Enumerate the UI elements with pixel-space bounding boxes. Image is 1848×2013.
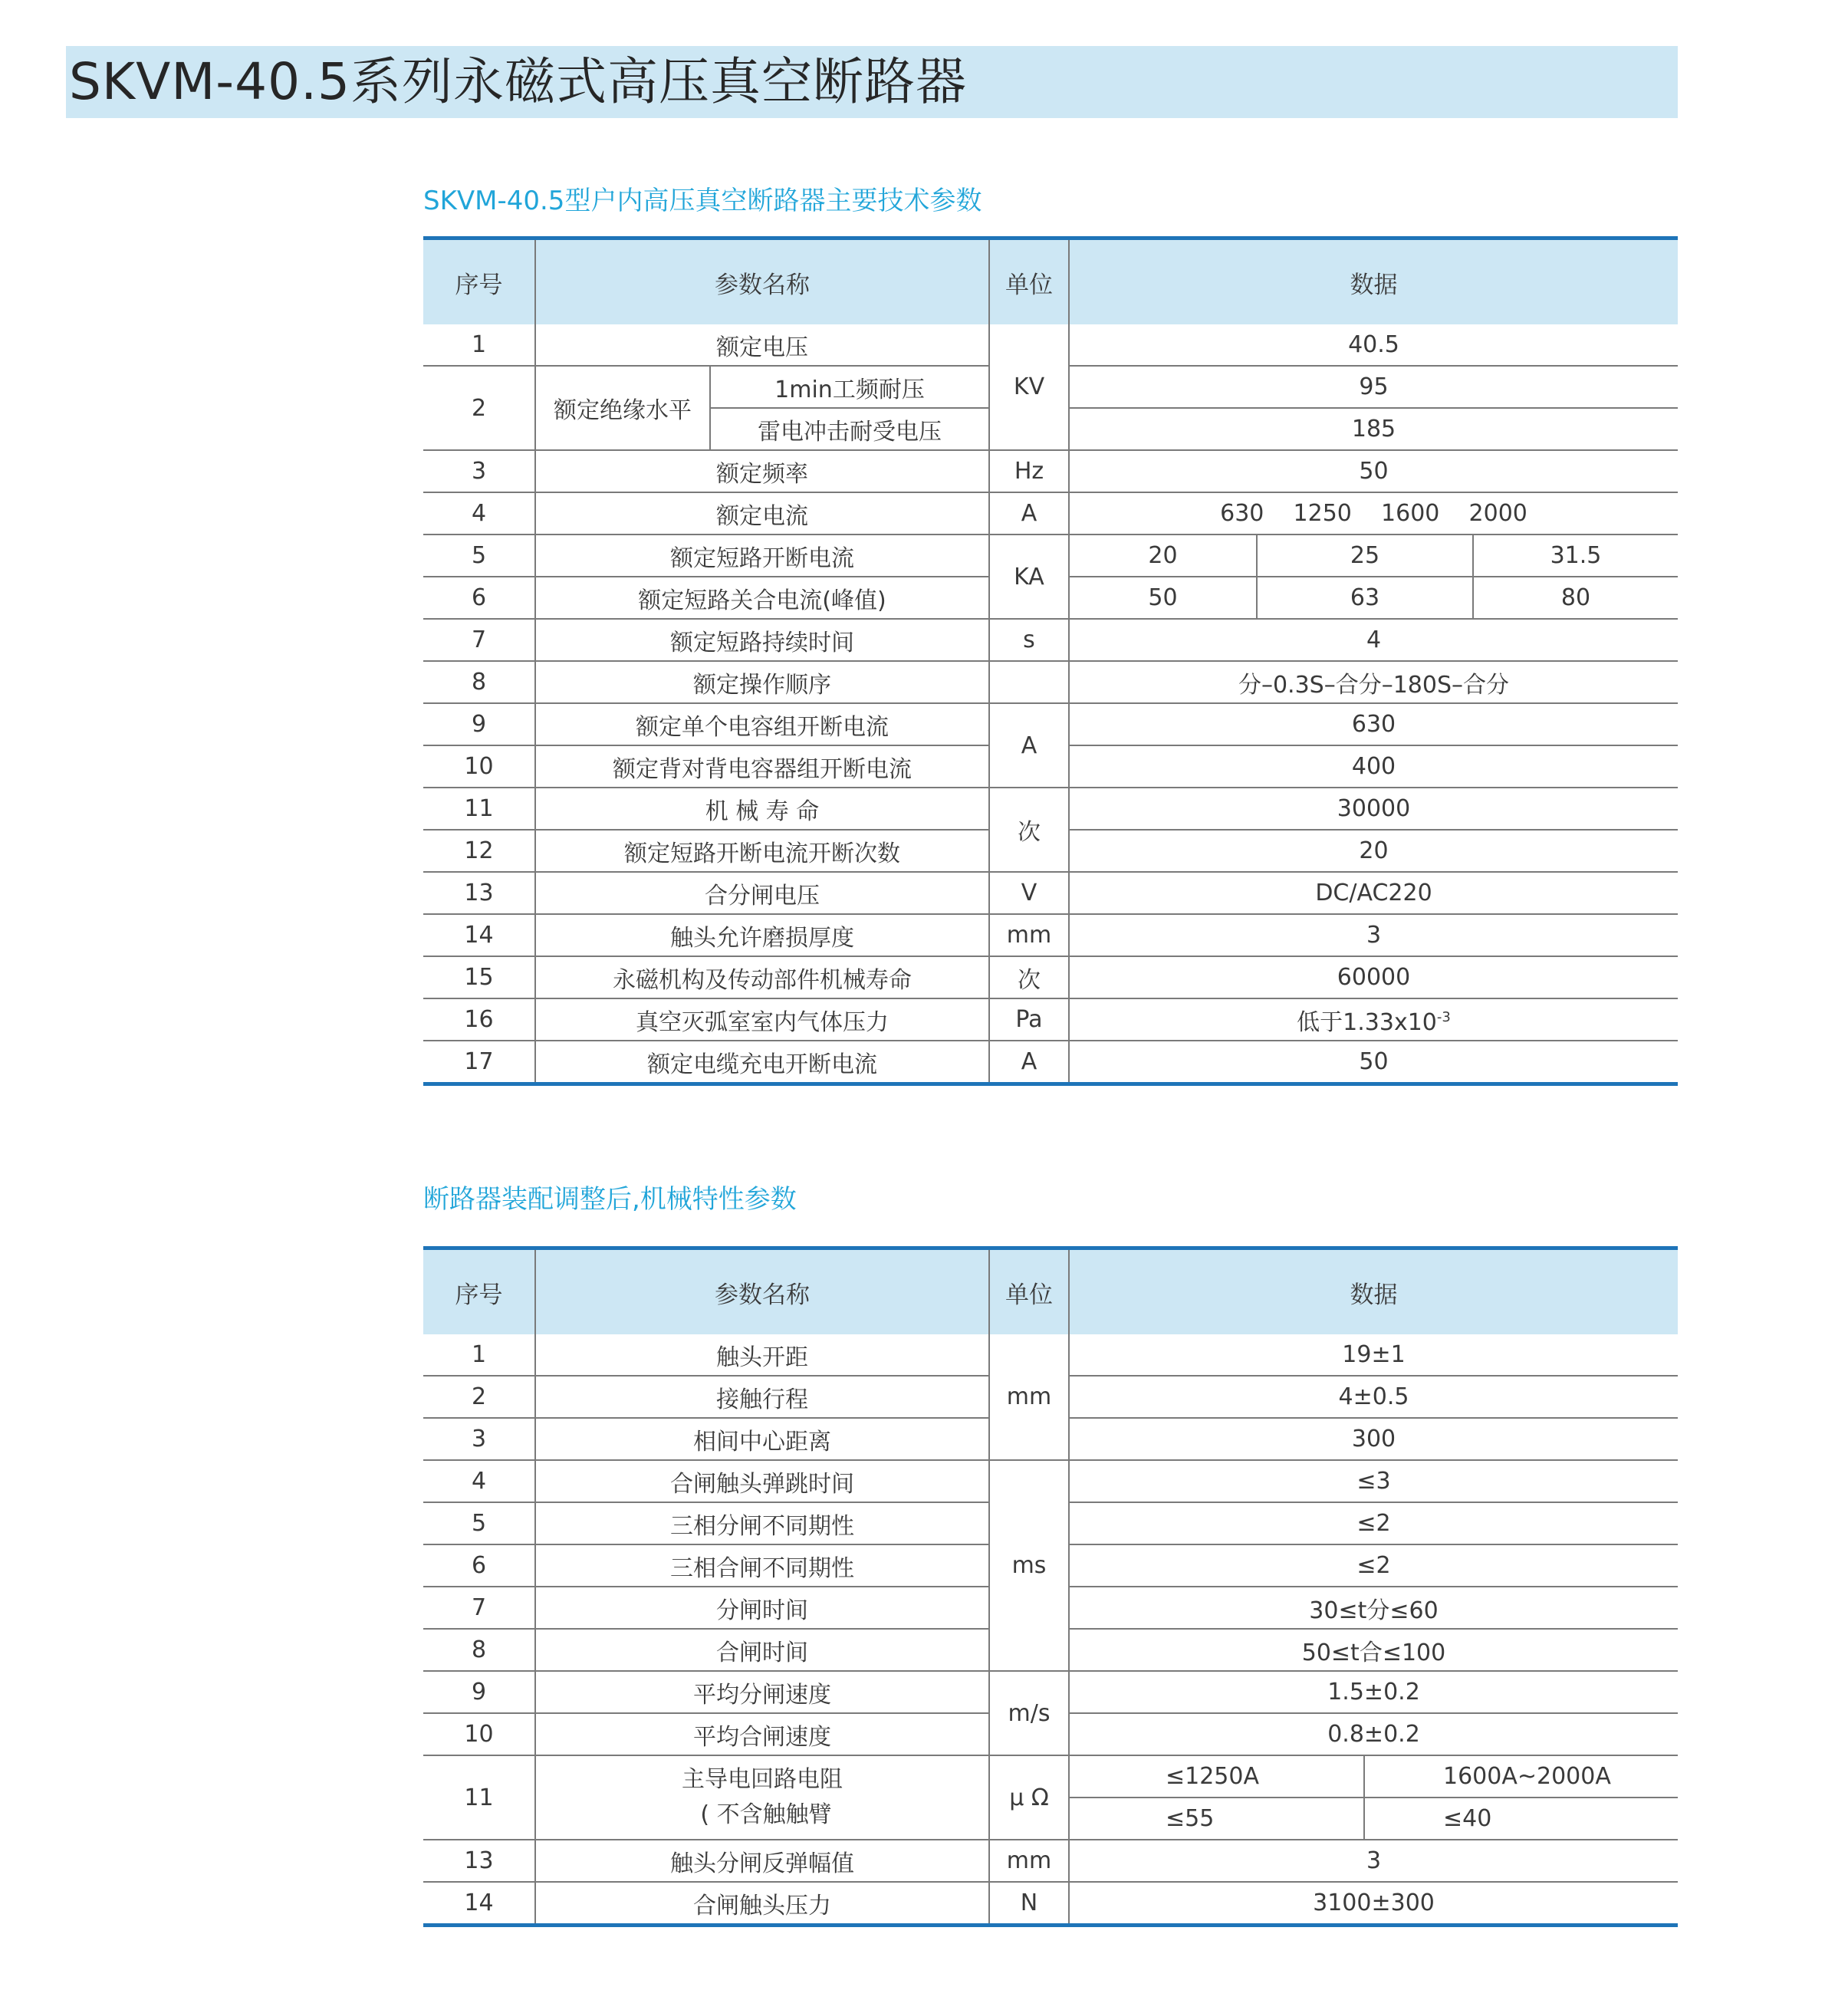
table-header-row xyxy=(423,238,1678,325)
row-unit xyxy=(989,661,1069,703)
row-name: 额定电压 xyxy=(535,324,989,366)
row-data-2: ≤40 xyxy=(1364,1798,1678,1840)
table-row xyxy=(423,1882,1678,1926)
row-no: 11 xyxy=(423,1755,535,1840)
row-unit: KA xyxy=(989,534,1069,619)
row-name: 永磁机构及传动部件机械寿命 xyxy=(535,956,989,998)
row-data: 40.5 xyxy=(1069,324,1678,366)
row-unit: 次 xyxy=(989,788,1069,872)
header-no: 序号 xyxy=(423,1248,535,1335)
row-no: 13 xyxy=(423,872,535,914)
row-no: 8 xyxy=(423,661,535,703)
row-unit: μ Ω xyxy=(989,1755,1069,1840)
row-no: 16 xyxy=(423,998,535,1041)
table-row xyxy=(423,998,1678,1041)
row-no: 9 xyxy=(423,703,535,745)
row-unit: mm xyxy=(989,1334,1069,1460)
table-row xyxy=(423,1840,1678,1882)
row-unit: 次 xyxy=(989,956,1069,998)
row-data: 1.5±0.2 xyxy=(1069,1671,1678,1713)
row-name: 额定绝缘水平 xyxy=(535,366,710,450)
row-name: 相间中心距离 xyxy=(535,1418,989,1460)
row-name: 额定短路关合电流(峰值) xyxy=(535,577,989,619)
row-unit: ms xyxy=(989,1460,1069,1671)
table-row xyxy=(423,1755,1678,1798)
row-data-1: 50 xyxy=(1069,577,1257,619)
table-row xyxy=(423,661,1678,703)
row-no: 15 xyxy=(423,956,535,998)
row-no: 5 xyxy=(423,534,535,577)
row-data: 3 xyxy=(1069,914,1678,956)
row-data: 3 xyxy=(1069,1840,1678,1882)
row-data: 300 xyxy=(1069,1418,1678,1460)
row-no: 14 xyxy=(423,1882,535,1926)
header-data: 数据 xyxy=(1069,238,1678,325)
table-header-row xyxy=(423,1248,1678,1335)
row-no: 6 xyxy=(423,577,535,619)
row-name: 合分闸电压 xyxy=(535,872,989,914)
row-no: 10 xyxy=(423,1713,535,1755)
row-unit: A xyxy=(989,1041,1069,1084)
table-row xyxy=(423,872,1678,914)
row-no: 9 xyxy=(423,1671,535,1713)
section-heading-main-params: SKVM-40.5型户内高压真空断路器主要技术参数 xyxy=(423,186,982,216)
row-data xyxy=(1069,998,1678,1041)
row-no: 13 xyxy=(423,1840,535,1882)
row-name: 三相合闸不同期性 xyxy=(535,1544,989,1587)
table-row xyxy=(423,956,1678,998)
row-data: ≤3 xyxy=(1069,1460,1678,1502)
section-heading-mech-params: 断路器装配调整后,机械特性参数 xyxy=(423,1184,797,1215)
row-name: 额定电缆充电开断电流 xyxy=(535,1041,989,1084)
pressure-value: 低于1.33x10 xyxy=(1297,1008,1437,1036)
table-row xyxy=(423,324,1678,366)
row-no: 6 xyxy=(423,1544,535,1587)
row-data: 60000 xyxy=(1069,956,1678,998)
row-data-3: 80 xyxy=(1473,577,1678,619)
row-no: 17 xyxy=(423,1041,535,1084)
row-name: 额定背对背电容器组开断电流 xyxy=(535,745,989,788)
row-unit: A xyxy=(989,492,1069,534)
row-unit: Hz xyxy=(989,450,1069,492)
page-title: SKVM-40.5系列永磁式高压真空断路器 xyxy=(69,52,968,111)
row-data: 30≤t分≤60 xyxy=(1069,1587,1678,1629)
row-data: 630 1250 1600 2000 xyxy=(1069,492,1678,534)
row-name: 额定单个电容组开断电流 xyxy=(535,703,989,745)
row-subname: 雷电冲击耐受电压 xyxy=(710,408,989,450)
row-unit: m/s xyxy=(989,1671,1069,1755)
table-row xyxy=(423,914,1678,956)
row-no: 8 xyxy=(423,1629,535,1671)
row-data: 185 xyxy=(1069,408,1678,450)
row-name: 合闸触头压力 xyxy=(535,1882,989,1926)
row-data: 4±0.5 xyxy=(1069,1376,1678,1418)
row-unit: N xyxy=(989,1882,1069,1926)
row-name: 额定操作顺序 xyxy=(535,661,989,703)
row-no: 2 xyxy=(423,1376,535,1418)
header-name: 参数名称 xyxy=(535,238,989,325)
row-name: 额定频率 xyxy=(535,450,989,492)
table-row xyxy=(423,1041,1678,1084)
header-data: 数据 xyxy=(1069,1248,1678,1335)
row-data: 50≤t合≤100 xyxy=(1069,1629,1678,1671)
row-no: 3 xyxy=(423,450,535,492)
row-name: 分闸时间 xyxy=(535,1587,989,1629)
row-no: 5 xyxy=(423,1502,535,1544)
row-unit: KV xyxy=(989,324,1069,450)
table-row xyxy=(423,1334,1678,1376)
row-data-2: 63 xyxy=(1257,577,1473,619)
row-name: 机 械 寿 命 xyxy=(535,788,989,830)
row-data: 50 xyxy=(1069,450,1678,492)
row-data-2: 1600A~2000A xyxy=(1364,1755,1678,1798)
row-name: 三相分闸不同期性 xyxy=(535,1502,989,1544)
row-no: 7 xyxy=(423,1587,535,1629)
row-no: 2 xyxy=(423,366,535,450)
row-data-3: 31.5 xyxy=(1473,534,1678,577)
row-no: 11 xyxy=(423,788,535,830)
row-no: 1 xyxy=(471,331,487,358)
row-unit: mm xyxy=(989,1840,1069,1882)
pressure-exponent: -3 xyxy=(1436,1008,1451,1025)
table-row xyxy=(423,1671,1678,1713)
row-name: 额定短路开断电流 xyxy=(535,534,989,577)
row-data: 20 xyxy=(1069,830,1678,872)
header-name: 参数名称 xyxy=(535,1248,989,1335)
row-data: 4 xyxy=(1069,619,1678,661)
row-no: 3 xyxy=(423,1418,535,1460)
row-subname: 1min工频耐压 xyxy=(710,366,989,408)
row-data: 400 xyxy=(1069,745,1678,788)
row-data-2: 25 xyxy=(1257,534,1473,577)
row-name: 平均合闸速度 xyxy=(535,1713,989,1755)
table-row xyxy=(423,492,1678,534)
row-data: 分–0.3S–合分–180S–合分 xyxy=(1069,661,1678,703)
row-name: 额定短路持续时间 xyxy=(535,619,989,661)
row-name: 接触行程 xyxy=(535,1376,989,1418)
title-bar xyxy=(66,46,1678,118)
row-name: 合闸时间 xyxy=(535,1629,989,1671)
main-params-table xyxy=(423,236,1678,1086)
row-unit: Pa xyxy=(989,998,1069,1041)
row-data-1: 20 xyxy=(1069,534,1257,577)
row-name: 触头允许磨损厚度 xyxy=(535,914,989,956)
row-name: 平均分闸速度 xyxy=(535,1671,989,1713)
row-no: 10 xyxy=(423,745,535,788)
row-data: ≤2 xyxy=(1069,1502,1678,1544)
row-unit: A xyxy=(989,703,1069,788)
row-unit: V xyxy=(989,872,1069,914)
row-unit: s xyxy=(989,619,1069,661)
row-name: 额定电流 xyxy=(535,492,989,534)
row-name: 合闸触头弹跳时间 xyxy=(535,1460,989,1502)
row-no: 7 xyxy=(423,619,535,661)
row-no: 4 xyxy=(423,1460,535,1502)
row-data-1: ≤55 xyxy=(1069,1798,1364,1840)
table-row xyxy=(423,450,1678,492)
row-data: 0.8±0.2 xyxy=(1069,1713,1678,1755)
header-no: 序号 xyxy=(423,238,535,325)
row-name xyxy=(535,1755,989,1840)
row-data: ≤2 xyxy=(1069,1544,1678,1587)
row-data: DC/AC220 xyxy=(1069,872,1678,914)
row-data: 95 xyxy=(1069,366,1678,408)
row-no: 14 xyxy=(423,914,535,956)
row-unit: mm xyxy=(989,914,1069,956)
row-name-line1: 主导电回路电阻 xyxy=(682,1766,843,1793)
table-row xyxy=(423,619,1678,661)
row-no: 12 xyxy=(423,830,535,872)
row-no: 4 xyxy=(423,492,535,534)
row-name: 触头分闸反弹幅值 xyxy=(535,1840,989,1882)
row-data: 630 xyxy=(1069,703,1678,745)
table-row xyxy=(423,788,1678,830)
table-row xyxy=(423,534,1678,577)
row-data: 50 xyxy=(1069,1041,1678,1084)
header-unit: 单位 xyxy=(989,238,1069,325)
table-row xyxy=(423,703,1678,745)
row-data: 19±1 xyxy=(1069,1334,1678,1376)
mech-params-table xyxy=(423,1246,1678,1927)
row-data: 30000 xyxy=(1069,788,1678,830)
row-data-1: ≤1250A xyxy=(1069,1755,1364,1798)
row-name-line2: ( 不含触触臂 xyxy=(700,1801,832,1828)
row-name: 额定短路开断电流开断次数 xyxy=(535,830,989,872)
row-no: 1 xyxy=(471,1341,487,1368)
row-data: 3100±300 xyxy=(1069,1882,1678,1926)
row-name: 触头开距 xyxy=(535,1334,989,1376)
header-unit: 单位 xyxy=(989,1248,1069,1335)
table-row xyxy=(423,1460,1678,1502)
row-name: 真空灭弧室室内气体压力 xyxy=(535,998,989,1041)
